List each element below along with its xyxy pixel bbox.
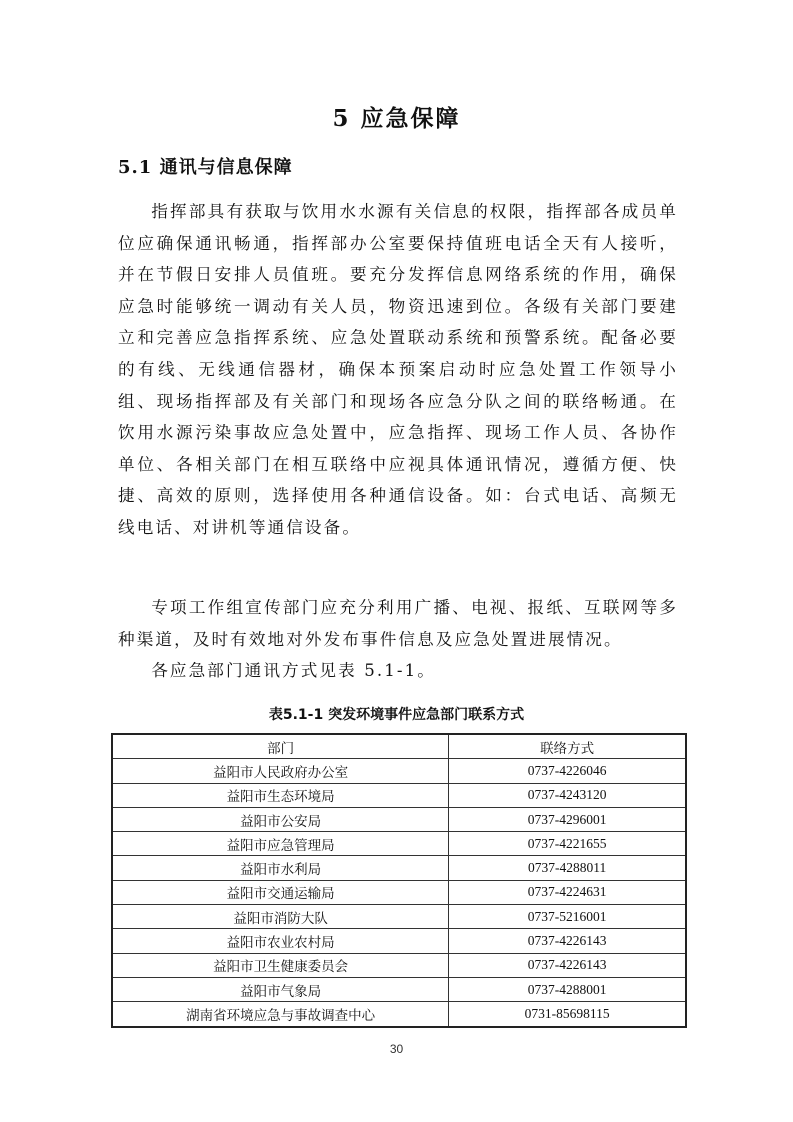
table-row [112, 953, 686, 977]
header-department: 部门 [112, 734, 449, 759]
phone-cell: 0737-4288001 [449, 977, 686, 1001]
department-cell: 湖南省环境应急与事故调查中心 [112, 1002, 449, 1027]
table-body [112, 759, 686, 1027]
table-row [112, 759, 686, 783]
table-caption: 表5.1-1 突发环境事件应急部门联系方式 [268, 707, 525, 723]
paragraph-text: 各应急部门通讯方式见表 5.1-1。 [151, 661, 436, 680]
phone-cell: 0737-4296001 [449, 807, 686, 831]
table-row [112, 880, 686, 904]
phone-cell: 0737-4226046 [449, 759, 686, 783]
department-cell: 益阳市交通运输局 [112, 880, 449, 904]
department-cell: 益阳市卫生健康委员会 [112, 953, 449, 977]
paragraph-communication [118, 196, 678, 544]
department-cell: 益阳市人民政府办公室 [112, 759, 449, 783]
table-row [112, 977, 686, 1001]
department-cell: 益阳市气象局 [112, 977, 449, 1001]
table-row [112, 905, 686, 929]
phone-cell: 0737-4243120 [449, 783, 686, 807]
department-cell: 益阳市生态环境局 [112, 783, 449, 807]
contacts-table [111, 733, 687, 1028]
page-number: 30 [389, 1042, 404, 1056]
phone-cell: 0737-4288011 [449, 856, 686, 880]
header-contact: 联络方式 [449, 734, 686, 759]
table-row [112, 856, 686, 880]
phone-cell: 0737-5216001 [449, 905, 686, 929]
table-header-row [112, 734, 686, 759]
paragraph-text: 专项工作组宣传部门应充分利用广播、电视、报纸、互联网等多种渠道，及时有效地对外发布事件信息及应急处置进展情况。 [118, 598, 678, 649]
phone-cell: 0737-4226143 [449, 953, 686, 977]
paragraph-table-reference [118, 655, 678, 687]
table-row [112, 807, 686, 831]
phone-cell: 0731-85698115 [449, 1002, 686, 1027]
table-row [112, 1002, 686, 1027]
department-cell: 益阳市消防大队 [112, 905, 449, 929]
table-row [112, 929, 686, 953]
paragraph-text: 指挥部具有获取与饮用水水源有关信息的权限，指挥部各成员单位应确保通讯畅通，指挥部办公室要保持值班电话全天有人接听，并在节假日安排人员值班。要充分发挥信息网络系统的作用，确保应急时能够统一调动有关人员，物资迅速到位。各级有关部门要建立和完善应急指挥系统、应急处置联动系统和预警系统。配备必要的有线、无线通信器材，确保本预案启动时应急处置工作领导小组、现场指挥部及有关部门和现场各应急分队之间的联络畅通。在饮用水源污染事故应急处置中，应急指挥、现场工作人员、各协作单位、各相关部门在相互联络中应视具体通讯情况，遵循方便、快捷、高效的原则，选择使用各种通信设备。如：台式电话、高频无线电话、对讲机等通信设备。 [118, 202, 678, 537]
department-cell: 益阳市应急管理局 [112, 832, 449, 856]
section-title: 5.1 通讯与信息保障 [118, 157, 293, 178]
department-cell: 益阳市水利局 [112, 856, 449, 880]
department-cell: 益阳市农业农村局 [112, 929, 449, 953]
phone-cell: 0737-4224631 [449, 880, 686, 904]
chapter-title: 5 应急保障 [332, 105, 461, 132]
paragraph-publicity [118, 592, 678, 655]
phone-cell: 0737-4226143 [449, 929, 686, 953]
table-row [112, 783, 686, 807]
phone-cell: 0737-4221655 [449, 832, 686, 856]
department-cell: 益阳市公安局 [112, 807, 449, 831]
table-row [112, 832, 686, 856]
